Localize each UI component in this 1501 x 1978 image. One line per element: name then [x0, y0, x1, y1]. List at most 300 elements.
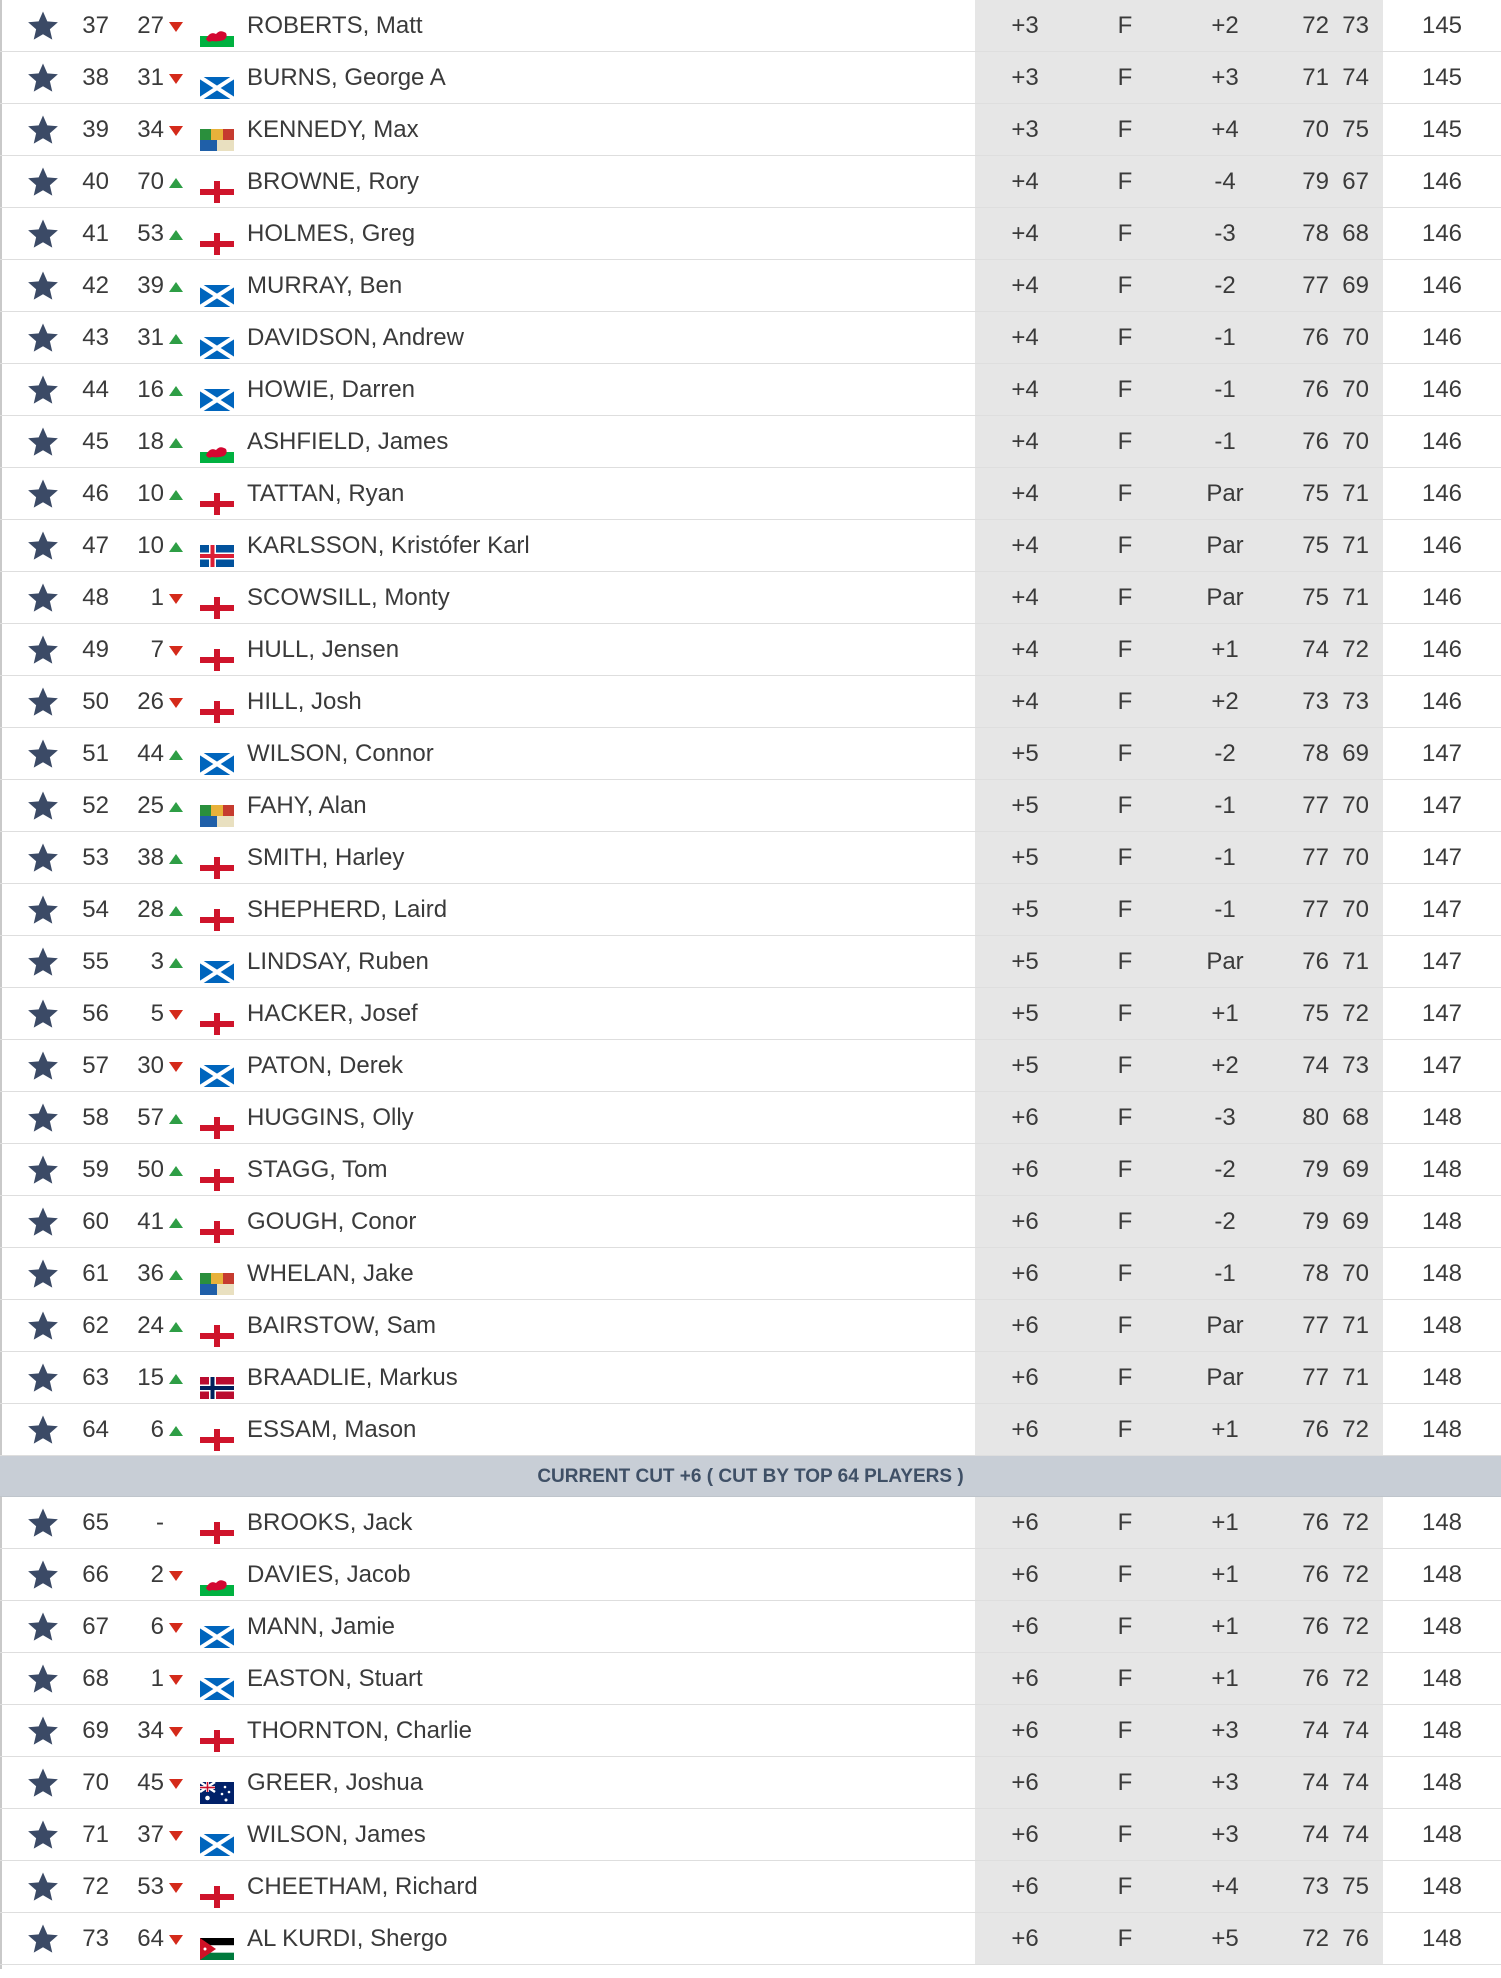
- player-name[interactable]: BRAADLIE, Markus: [247, 1364, 458, 1391]
- total-to-par: +5: [1011, 1052, 1039, 1079]
- total-to-par: +4: [1011, 272, 1039, 299]
- player-name[interactable]: SHEPHERD, Laird: [247, 896, 448, 923]
- aggregate-score: 145: [1421, 116, 1463, 143]
- total-to-par: +6: [1011, 1509, 1039, 1536]
- favourite-star-icon[interactable]: [26, 1309, 60, 1343]
- round-2-score: 71: [1342, 1364, 1369, 1391]
- table-row[interactable]: [0, 1352, 1501, 1404]
- position-movement: 36: [137, 1260, 164, 1287]
- england-flag-icon: [200, 1158, 234, 1180]
- today-score: -1: [1214, 896, 1236, 923]
- position-movement: 45: [137, 1769, 164, 1796]
- jordan-flag-icon: [200, 1927, 234, 1949]
- position: 58: [82, 1104, 109, 1131]
- table-row[interactable]: [0, 1757, 1501, 1809]
- today-score: +3: [1211, 1717, 1239, 1744]
- player-name[interactable]: GREER, Joshua: [247, 1769, 424, 1796]
- arrow-up-icon: [168, 1248, 186, 1299]
- today-score: -1: [1214, 324, 1236, 351]
- aggregate-score: 148: [1421, 1104, 1463, 1131]
- round-2-score: 71: [1342, 948, 1369, 975]
- favourite-star-icon[interactable]: [26, 477, 60, 511]
- thru: F: [1117, 636, 1133, 663]
- round-1-score: 79: [1302, 1156, 1329, 1183]
- player-name[interactable]: HACKER, Josef: [247, 1000, 418, 1027]
- today-score: -2: [1214, 740, 1236, 767]
- cut-line-banner: CURRENT CUT +6 ( CUT BY TOP 64 PLAYERS ): [0, 1456, 1501, 1497]
- arrow-down-icon: [168, 1040, 186, 1091]
- arrow-up-icon: [168, 260, 186, 311]
- aggregate-score: 147: [1421, 792, 1463, 819]
- table-row[interactable]: [0, 1809, 1501, 1861]
- arrow-up-icon: [168, 156, 186, 207]
- table-row[interactable]: [0, 572, 1501, 624]
- round-1-score: 75: [1302, 584, 1329, 611]
- player-name[interactable]: WHELAN, Jake: [247, 1260, 414, 1287]
- position-movement: -: [156, 1509, 164, 1536]
- player-name[interactable]: LINDSAY, Ruben: [247, 948, 429, 975]
- aggregate-score: 148: [1421, 1509, 1463, 1536]
- arrow-down-icon: [168, 1549, 186, 1600]
- scotland-flag-icon: [200, 1667, 234, 1689]
- round-1-score: 74: [1302, 1052, 1329, 1079]
- table-row[interactable]: [0, 884, 1501, 936]
- player-name[interactable]: STAGG, Tom: [247, 1156, 388, 1183]
- arrow-down-icon: [168, 1705, 186, 1756]
- thru: F: [1117, 1000, 1133, 1027]
- total-to-par: +4: [1011, 428, 1039, 455]
- round-1-score: 75: [1302, 1000, 1329, 1027]
- round-1-score: 79: [1302, 1208, 1329, 1235]
- today-score: +4: [1211, 1873, 1239, 1900]
- table-row[interactable]: [0, 1404, 1501, 1456]
- today-score: +1: [1211, 1000, 1239, 1027]
- position-movement: 27: [137, 12, 164, 39]
- round-2-score: 69: [1342, 740, 1369, 767]
- thru: F: [1117, 1208, 1133, 1235]
- position-movement: 34: [137, 1717, 164, 1744]
- round-2-score: 72: [1342, 1665, 1369, 1692]
- aggregate-score: 147: [1421, 844, 1463, 871]
- player-name[interactable]: EASTON, Stuart: [247, 1665, 423, 1692]
- scotland-flag-icon: [200, 274, 234, 296]
- total-to-par: +6: [1011, 1364, 1039, 1391]
- aggregate-score: 147: [1421, 1052, 1463, 1079]
- round-2-score: 76: [1342, 1925, 1369, 1952]
- favourite-star-icon[interactable]: [26, 1101, 60, 1135]
- favourite-star-icon[interactable]: [26, 321, 60, 355]
- total-to-par: +4: [1011, 168, 1039, 195]
- position: 62: [82, 1312, 109, 1339]
- arrow-down-icon: [168, 1809, 186, 1860]
- position: 45: [82, 428, 109, 455]
- player-name[interactable]: HULL, Jensen: [247, 636, 400, 663]
- table-row[interactable]: [0, 1092, 1501, 1144]
- favourite-star-icon[interactable]: [26, 685, 60, 719]
- aggregate-score: 148: [1421, 1821, 1463, 1848]
- player-name[interactable]: ESSAM, Mason: [247, 1416, 417, 1443]
- today-score: +1: [1211, 1613, 1239, 1640]
- england-flag-icon: [200, 586, 234, 608]
- position: 52: [82, 792, 109, 819]
- total-to-par: +4: [1011, 324, 1039, 351]
- table-row[interactable]: [0, 1497, 1501, 1549]
- favourite-star-icon[interactable]: [26, 1153, 60, 1187]
- thru: F: [1117, 116, 1133, 143]
- favourite-star-icon[interactable]: [26, 165, 60, 199]
- round-1-score: 76: [1302, 1613, 1329, 1640]
- player-name[interactable]: KARLSSON, Kristófer Karl: [247, 532, 530, 559]
- round-2-score: 73: [1342, 688, 1369, 715]
- total-to-par: +6: [1011, 1312, 1039, 1339]
- favourite-star-icon[interactable]: [26, 1714, 60, 1748]
- player-name[interactable]: BROWNE, Rory: [247, 168, 420, 195]
- england-flag-icon: [200, 1875, 234, 1897]
- today-score: -4: [1214, 168, 1236, 195]
- thru: F: [1117, 1665, 1133, 1692]
- round-2-score: 69: [1342, 1208, 1369, 1235]
- arrow-up-icon: [168, 520, 186, 571]
- table-row[interactable]: [0, 312, 1501, 364]
- thru: F: [1117, 272, 1133, 299]
- round-2-score: 67: [1342, 168, 1369, 195]
- favourite-star-icon[interactable]: [26, 841, 60, 875]
- aggregate-score: 148: [1421, 1260, 1463, 1287]
- position: 68: [82, 1665, 109, 1692]
- position-movement: 38: [137, 844, 164, 871]
- position: 59: [82, 1156, 109, 1183]
- position: 53: [82, 844, 109, 871]
- favourite-star-icon[interactable]: [26, 945, 60, 979]
- arrow-up-icon: [168, 1144, 186, 1195]
- today-score: +3: [1211, 1769, 1239, 1796]
- today-score: -1: [1214, 844, 1236, 871]
- england-flag-icon: [200, 638, 234, 660]
- arrow-down-icon: [168, 676, 186, 727]
- table-row[interactable]: [0, 1601, 1501, 1653]
- table-row[interactable]: [0, 416, 1501, 468]
- player-name[interactable]: KENNEDY, Max: [247, 116, 419, 143]
- favourite-star-icon[interactable]: [26, 1506, 60, 1540]
- today-score: -2: [1214, 1208, 1236, 1235]
- thru: F: [1117, 376, 1133, 403]
- table-row[interactable]: [0, 104, 1501, 156]
- total-to-par: +4: [1011, 584, 1039, 611]
- arrow-down-icon: [168, 988, 186, 1039]
- aggregate-score: 145: [1421, 12, 1463, 39]
- favourite-star-icon[interactable]: [26, 9, 60, 43]
- total-to-par: +5: [1011, 896, 1039, 923]
- player-name[interactable]: ASHFIELD, James: [247, 428, 449, 455]
- total-to-par: +3: [1011, 64, 1039, 91]
- round-2-score: 70: [1342, 896, 1369, 923]
- favourite-star-icon[interactable]: [26, 1413, 60, 1447]
- table-row[interactable]: [0, 1861, 1501, 1913]
- player-name[interactable]: DAVIES, Jacob: [247, 1561, 411, 1588]
- table-row[interactable]: [0, 1913, 1501, 1965]
- position: 41: [82, 220, 109, 247]
- arrow-down-icon: [168, 572, 186, 623]
- position: 69: [82, 1717, 109, 1744]
- table-row[interactable]: [0, 520, 1501, 572]
- ireland-flag-icon: [200, 118, 234, 140]
- total-to-par: +4: [1011, 636, 1039, 663]
- arrow-up-icon: [168, 832, 186, 883]
- england-flag-icon: [200, 1314, 234, 1336]
- thru: F: [1117, 1052, 1133, 1079]
- scotland-flag-icon: [200, 1615, 234, 1637]
- round-1-score: 76: [1302, 324, 1329, 351]
- arrow-up-icon: [168, 884, 186, 935]
- rows-after-cut: [0, 1497, 1501, 1965]
- position-movement: 5: [150, 1000, 164, 1027]
- player-name[interactable]: TATTAN, Ryan: [247, 480, 405, 507]
- table-row[interactable]: [0, 1248, 1501, 1300]
- player-name[interactable]: FAHY, Alan: [247, 792, 367, 819]
- arrow-down-icon: [168, 1861, 186, 1912]
- round-1-score: 76: [1302, 1509, 1329, 1536]
- total-to-par: +6: [1011, 1717, 1039, 1744]
- arrow-up-icon: [168, 1352, 186, 1403]
- table-row[interactable]: [0, 728, 1501, 780]
- position-movement: 53: [137, 1873, 164, 1900]
- arrow-down-icon: [168, 52, 186, 103]
- player-name[interactable]: BURNS, George A: [247, 64, 446, 91]
- player-name[interactable]: GOUGH, Conor: [247, 1208, 417, 1235]
- player-name[interactable]: MANN, Jamie: [247, 1613, 396, 1640]
- table-row[interactable]: [0, 1300, 1501, 1352]
- position: 57: [82, 1052, 109, 1079]
- round-1-score: 76: [1302, 1561, 1329, 1588]
- table-row[interactable]: [0, 1705, 1501, 1757]
- favourite-star-icon[interactable]: [26, 1558, 60, 1592]
- favourite-star-icon[interactable]: [26, 893, 60, 927]
- thru: F: [1117, 1260, 1133, 1287]
- favourite-star-icon[interactable]: [26, 581, 60, 615]
- arrow-down-icon: [168, 104, 186, 155]
- round-2-score: 74: [1342, 1769, 1369, 1796]
- today-score: +1: [1211, 1416, 1239, 1443]
- arrow-up-icon: [168, 312, 186, 363]
- today-score: -2: [1214, 272, 1236, 299]
- position: 54: [82, 896, 109, 923]
- aggregate-score: 148: [1421, 1364, 1463, 1391]
- table-row[interactable]: [0, 832, 1501, 884]
- position-movement: 53: [137, 220, 164, 247]
- round-1-score: 80: [1302, 1104, 1329, 1131]
- round-2-score: 74: [1342, 1821, 1369, 1848]
- table-row[interactable]: [0, 1144, 1501, 1196]
- round-1-score: 74: [1302, 636, 1329, 663]
- round-2-score: 74: [1342, 1717, 1369, 1744]
- position: 48: [82, 584, 109, 611]
- round-1-score: 75: [1302, 480, 1329, 507]
- aggregate-score: 146: [1421, 532, 1463, 559]
- favourite-star-icon[interactable]: [26, 997, 60, 1031]
- total-to-par: +4: [1011, 688, 1039, 715]
- round-2-score: 72: [1342, 1613, 1369, 1640]
- round-2-score: 72: [1342, 636, 1369, 663]
- norway-flag-icon: [200, 1366, 234, 1388]
- table-row[interactable]: [0, 1040, 1501, 1092]
- position-movement: 24: [137, 1312, 164, 1339]
- table-row[interactable]: [0, 156, 1501, 208]
- favourite-star-icon[interactable]: [26, 1870, 60, 1904]
- player-name[interactable]: DAVIDSON, Andrew: [247, 324, 464, 351]
- player-name[interactable]: HOWIE, Darren: [247, 376, 416, 403]
- favourite-star-icon[interactable]: [26, 61, 60, 95]
- table-row[interactable]: [0, 1549, 1501, 1601]
- thru: F: [1117, 324, 1133, 351]
- player-name[interactable]: THORNTON, Charlie: [247, 1717, 472, 1744]
- round-1-score: 77: [1302, 792, 1329, 819]
- england-flag-icon: [200, 170, 234, 192]
- position-movement: 64: [137, 1925, 164, 1952]
- position: 55: [82, 948, 109, 975]
- position-movement: 6: [150, 1416, 164, 1443]
- round-1-score: 76: [1302, 1665, 1329, 1692]
- aggregate-score: 146: [1421, 168, 1463, 195]
- today-score: +3: [1211, 1821, 1239, 1848]
- favourite-star-icon[interactable]: [26, 113, 60, 147]
- aggregate-score: 148: [1421, 1717, 1463, 1744]
- thru: F: [1117, 1312, 1133, 1339]
- thru: F: [1117, 1717, 1133, 1744]
- scotland-flag-icon: [200, 378, 234, 400]
- scotland-flag-icon: [200, 66, 234, 88]
- favourite-star-icon[interactable]: [26, 633, 60, 667]
- favourite-star-icon[interactable]: [26, 217, 60, 251]
- position: 61: [82, 1260, 109, 1287]
- favourite-star-icon[interactable]: [26, 1922, 60, 1956]
- player-name[interactable]: SMITH, Harley: [247, 844, 405, 871]
- player-name[interactable]: PATON, Derek: [247, 1052, 404, 1079]
- thru: F: [1117, 584, 1133, 611]
- arrow-up-icon: [168, 416, 186, 467]
- player-name[interactable]: AL KURDI, Shergo: [247, 1925, 448, 1952]
- round-2-score: 69: [1342, 1156, 1369, 1183]
- aggregate-score: 148: [1421, 1416, 1463, 1443]
- position-movement: 37: [137, 1821, 164, 1848]
- today-score: Par: [1206, 1364, 1244, 1391]
- player-name[interactable]: BROOKS, Jack: [247, 1509, 413, 1536]
- table-row[interactable]: [0, 1653, 1501, 1705]
- position-movement: 44: [137, 740, 164, 767]
- arrow-up-icon: [168, 468, 186, 519]
- favourite-star-icon[interactable]: [26, 1766, 60, 1800]
- position: 72: [82, 1873, 109, 1900]
- aggregate-score: 146: [1421, 584, 1463, 611]
- position-movement: 1: [150, 584, 164, 611]
- round-2-score: 72: [1342, 1561, 1369, 1588]
- table-row[interactable]: [0, 208, 1501, 260]
- favourite-star-icon[interactable]: [26, 529, 60, 563]
- player-name[interactable]: ROBERTS, Matt: [247, 12, 423, 39]
- position-movement: 15: [137, 1364, 164, 1391]
- position: 43: [82, 324, 109, 351]
- table-row[interactable]: [0, 52, 1501, 104]
- position: 42: [82, 272, 109, 299]
- player-name[interactable]: CHEETHAM, Richard: [247, 1873, 478, 1900]
- table-row[interactable]: [0, 676, 1501, 728]
- total-to-par: +5: [1011, 792, 1039, 819]
- thru: F: [1117, 896, 1133, 923]
- favourite-star-icon[interactable]: [26, 269, 60, 303]
- table-row[interactable]: [0, 1196, 1501, 1248]
- aggregate-score: 148: [1421, 1769, 1463, 1796]
- total-to-par: +4: [1011, 376, 1039, 403]
- favourite-star-icon[interactable]: [26, 1361, 60, 1395]
- thru: F: [1117, 64, 1133, 91]
- table-row[interactable]: [0, 624, 1501, 676]
- round-2-score: 70: [1342, 792, 1369, 819]
- table-row[interactable]: [0, 0, 1501, 52]
- thru: F: [1117, 948, 1133, 975]
- round-1-score: 77: [1302, 844, 1329, 871]
- england-flag-icon: [200, 898, 234, 920]
- position-movement: 2: [150, 1561, 164, 1588]
- round-2-score: 71: [1342, 1312, 1369, 1339]
- favourite-star-icon[interactable]: [26, 789, 60, 823]
- round-1-score: 75: [1302, 532, 1329, 559]
- total-to-par: +5: [1011, 844, 1039, 871]
- position-movement: 16: [137, 376, 164, 403]
- round-2-score: 71: [1342, 584, 1369, 611]
- player-name[interactable]: HOLMES, Greg: [247, 220, 416, 247]
- table-row[interactable]: [0, 468, 1501, 520]
- position-movement: 50: [137, 1156, 164, 1183]
- today-score: -1: [1214, 376, 1236, 403]
- favourite-star-icon[interactable]: [26, 373, 60, 407]
- favourite-star-icon[interactable]: [26, 1610, 60, 1644]
- aggregate-score: 147: [1421, 896, 1463, 923]
- total-to-par: +5: [1011, 948, 1039, 975]
- table-row[interactable]: [0, 780, 1501, 832]
- player-name[interactable]: SCOWSILL, Monty: [247, 584, 450, 611]
- favourite-star-icon[interactable]: [26, 425, 60, 459]
- round-2-score: 71: [1342, 532, 1369, 559]
- position: 40: [82, 168, 109, 195]
- favourite-star-icon[interactable]: [26, 1049, 60, 1083]
- favourite-star-icon[interactable]: [26, 1662, 60, 1696]
- player-name[interactable]: MURRAY, Ben: [247, 272, 403, 299]
- favourite-star-icon[interactable]: [26, 1205, 60, 1239]
- favourite-star-icon[interactable]: [26, 1818, 60, 1852]
- no-movement-icon: [168, 1497, 186, 1548]
- favourite-star-icon[interactable]: [26, 737, 60, 771]
- player-name[interactable]: HILL, Josh: [247, 688, 362, 715]
- total-to-par: +5: [1011, 1000, 1039, 1027]
- table-row[interactable]: [0, 988, 1501, 1040]
- player-name[interactable]: HUGGINS, Olly: [247, 1104, 414, 1131]
- round-1-score: 77: [1302, 272, 1329, 299]
- table-row[interactable]: [0, 936, 1501, 988]
- today-score: -1: [1214, 1260, 1236, 1287]
- player-name[interactable]: WILSON, James: [247, 1821, 426, 1848]
- player-name[interactable]: BAIRSTOW, Sam: [247, 1312, 436, 1339]
- table-row[interactable]: [0, 260, 1501, 312]
- favourite-star-icon[interactable]: [26, 1257, 60, 1291]
- table-row[interactable]: [0, 364, 1501, 416]
- scotland-flag-icon: [200, 326, 234, 348]
- player-name[interactable]: WILSON, Connor: [247, 740, 434, 767]
- position: 73: [82, 1925, 109, 1952]
- position-movement: 10: [137, 480, 164, 507]
- position: 39: [82, 116, 109, 143]
- position-movement: 57: [137, 1104, 164, 1131]
- position-movement: 39: [137, 272, 164, 299]
- position: 67: [82, 1613, 109, 1640]
